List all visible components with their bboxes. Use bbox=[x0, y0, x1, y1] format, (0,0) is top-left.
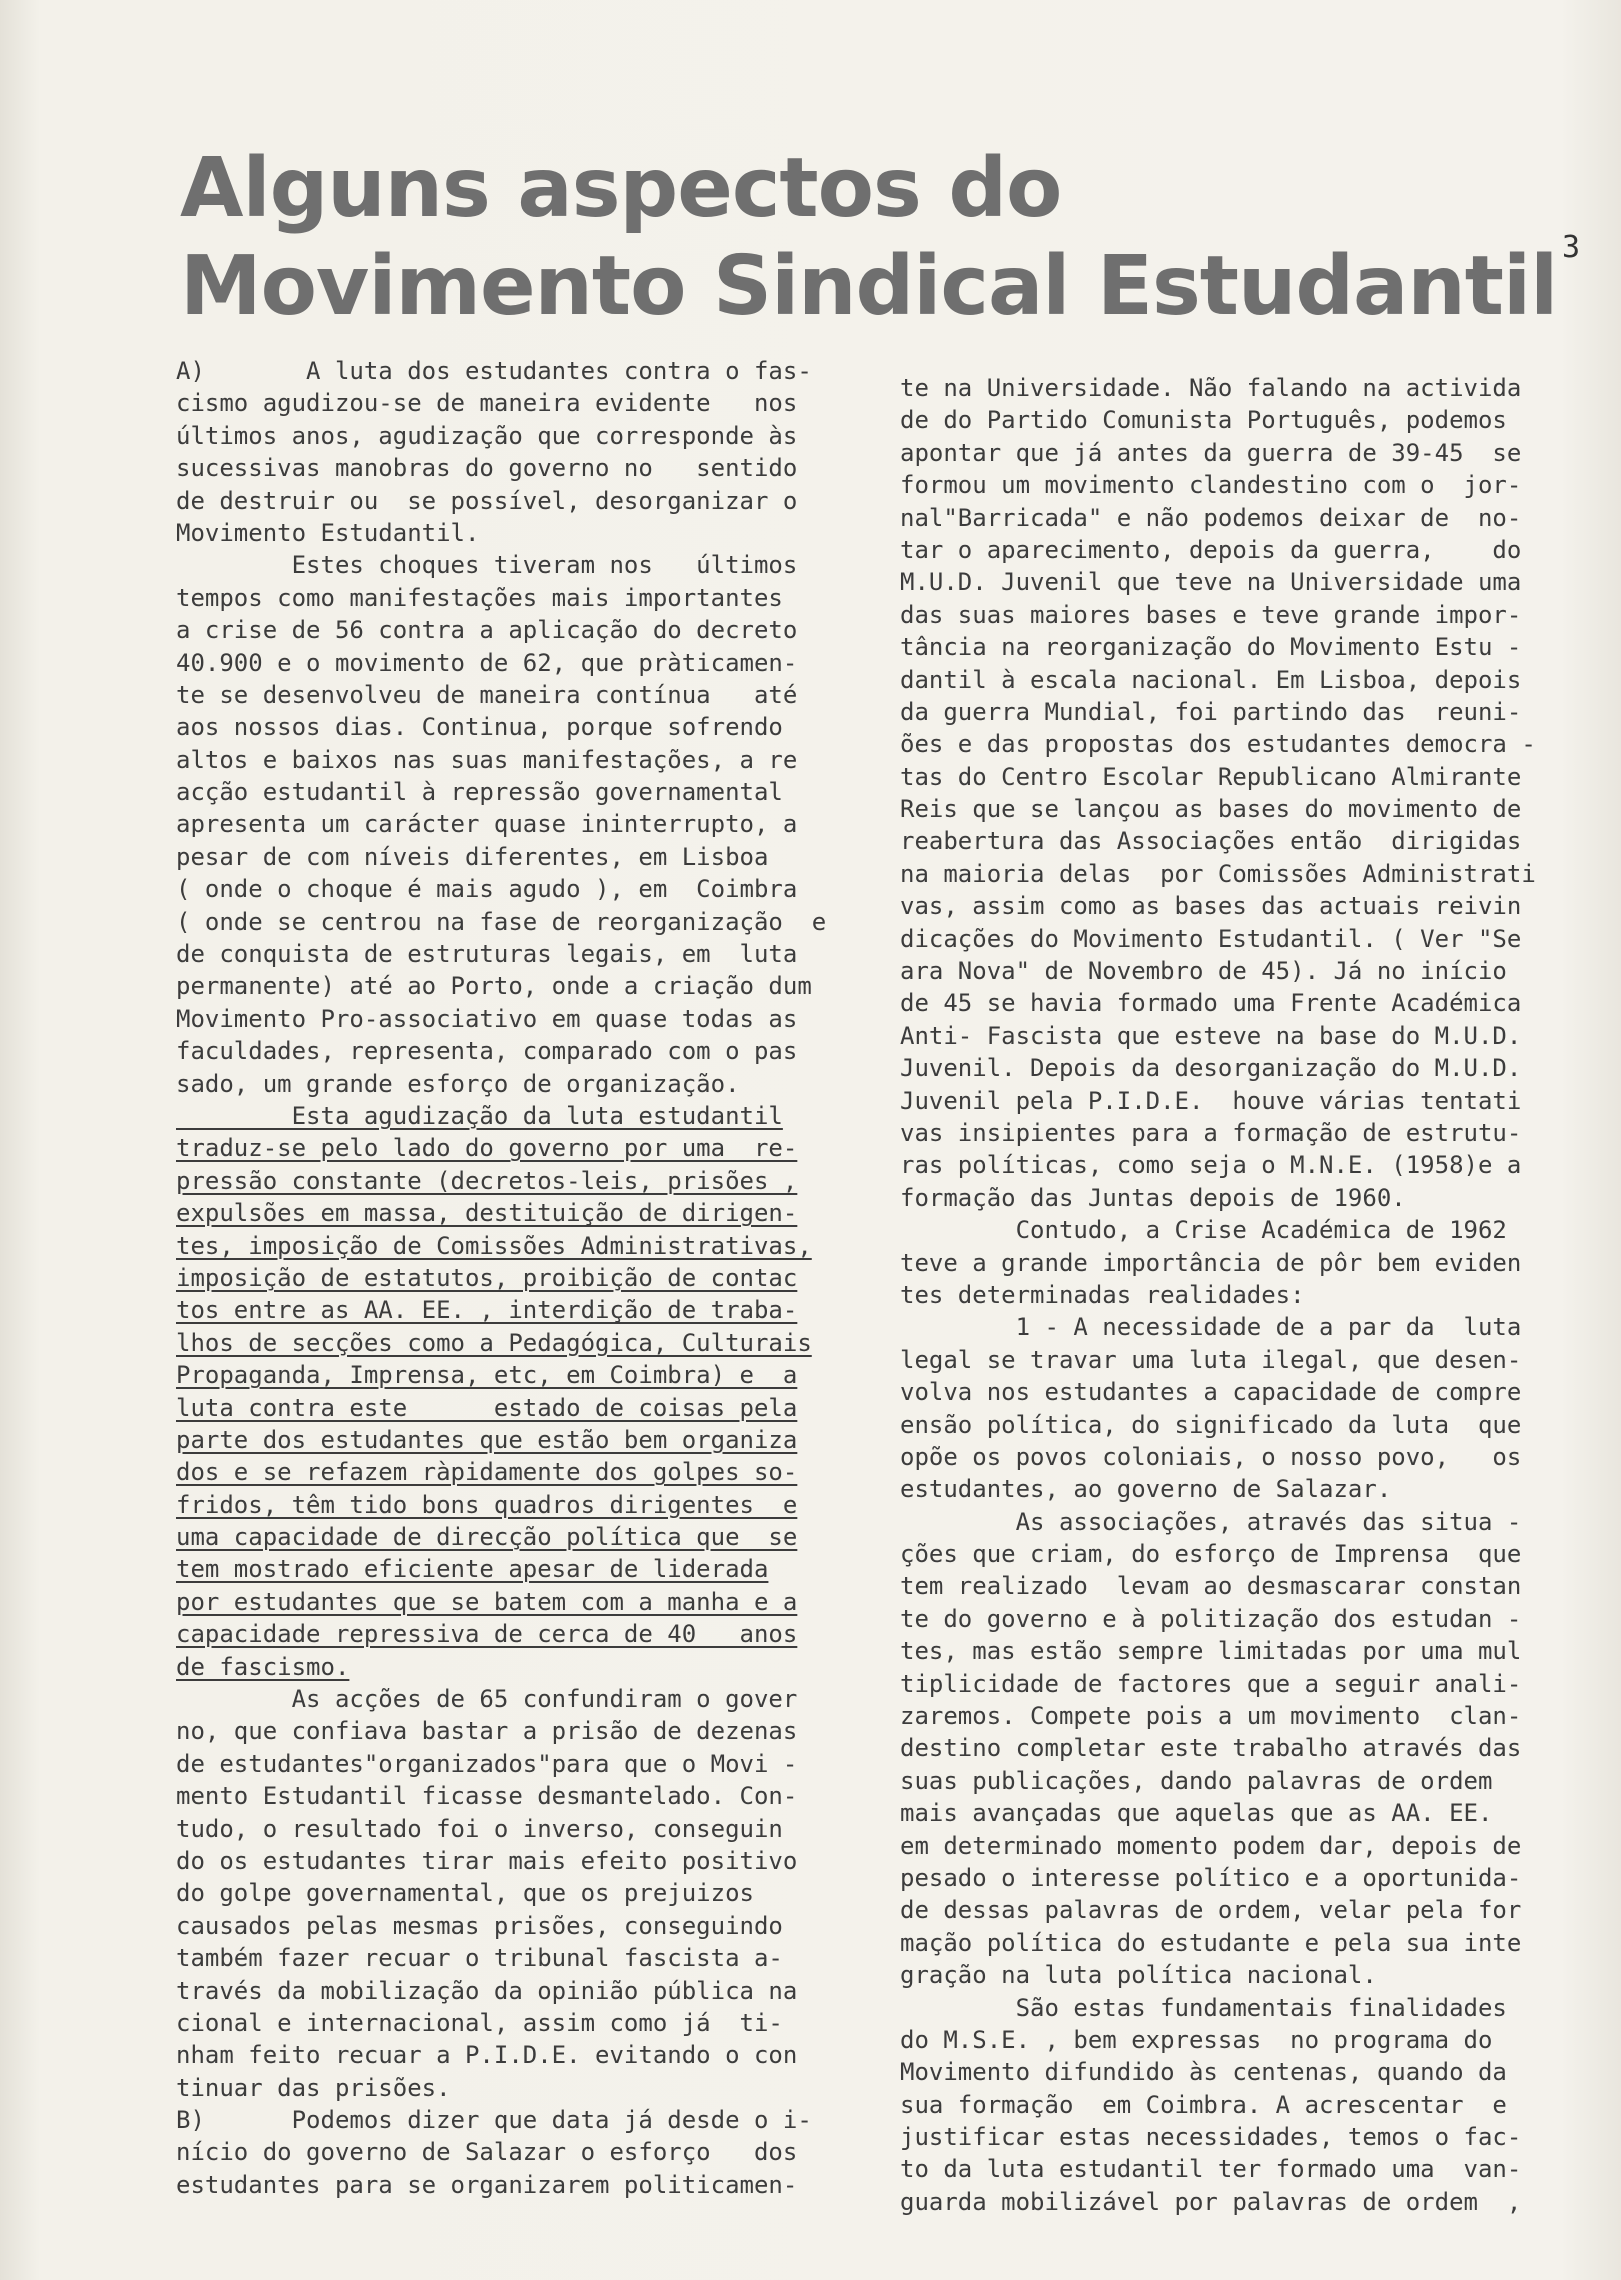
text-line: tempos como manifestações mais importantes bbox=[176, 583, 783, 612]
text-line: também fazer recuar o tribunal fascista a- bbox=[176, 1944, 783, 1973]
text-line: nal"Barricada" e não podemos deixar de no- bbox=[900, 503, 1522, 532]
text-line: Estes choques tiveram nos últimos bbox=[176, 551, 798, 580]
text-line: nício do governo de Salazar o esforço dos bbox=[176, 2138, 798, 2167]
text-line: permanente) até ao Porto, onde a criação dum bbox=[176, 972, 812, 1001]
text-line: altos e baixos nas suas manifestações, a re bbox=[176, 745, 798, 774]
text-line: no, que confiava bastar a prisão de dezenas bbox=[176, 1717, 798, 1746]
text-line: traduz-se pelo lado do governo por uma re- bbox=[176, 1134, 798, 1163]
text-line: apresenta um carácter quase ininterrupto, a bbox=[176, 810, 798, 839]
text-line: tes, imposição de Comissões Administrativas, bbox=[176, 1231, 812, 1260]
text-line: em determinado momento podem dar, depois de bbox=[900, 1831, 1522, 1860]
text-line: to da luta estudantil ter formado uma van- bbox=[900, 2155, 1522, 2184]
text-line: Movimento difundido às centenas, quando da bbox=[900, 2058, 1507, 2087]
text-line: pesado o interesse político e a oportunida- bbox=[900, 1863, 1522, 1892]
text-line: faculdades, representa, comparado com o pas bbox=[176, 1037, 798, 1066]
text-line: fridos, têm tido bons quadros dirigentes e bbox=[176, 1490, 798, 1519]
title-line-2: Movimento Sindical Estudantil bbox=[180, 239, 1558, 334]
text-line: lhos de secções como a Pedagógica, Culturais bbox=[176, 1328, 812, 1357]
text-line: formação das Juntas depois de 1960. bbox=[900, 1183, 1406, 1212]
text-line: São estas fundamentais finalidades bbox=[900, 1993, 1507, 2022]
text-line: ções que criam, do esforço de Imprensa que bbox=[900, 1540, 1522, 1569]
text-line: na maioria delas por Comissões Administrati bbox=[900, 859, 1536, 888]
text-line: teve a grande importância de pôr bem eviden bbox=[900, 1248, 1522, 1277]
text-line: pesar de com níveis diferentes, em Lisboa bbox=[176, 842, 769, 871]
text-line: destino completar este trabalho através das bbox=[900, 1734, 1522, 1763]
text-line: Juvenil. Depois da desorganização do M.U.D. bbox=[900, 1054, 1522, 1083]
text-line: da guerra Mundial, foi partindo das reuni- bbox=[900, 697, 1522, 726]
text-line: tem realizado levam ao desmascarar constan bbox=[900, 1572, 1522, 1601]
text-line: Esta agudização da luta estudantil bbox=[176, 1101, 783, 1130]
text-line: sucessivas manobras do governo no sentido bbox=[176, 454, 798, 483]
text-line: de dessas palavras de ordem, velar pela for bbox=[900, 1896, 1522, 1925]
text-line: sado, um grande esforço de organização. bbox=[176, 1069, 740, 1098]
text-line: mento Estudantil ficasse desmantelado. Con- bbox=[176, 1782, 798, 1811]
text-line: de do Partido Comunista Português, podemos bbox=[900, 406, 1507, 435]
text-line: tem mostrado eficiente apesar de liderada bbox=[176, 1555, 769, 1584]
text-line: estudantes para se organizarem politicamen- bbox=[176, 2170, 798, 2199]
text-line: tudo, o resultado foi o inverso, conseguin bbox=[176, 1814, 783, 1843]
text-line: de fascismo. bbox=[176, 1652, 350, 1681]
text-line: gração na luta política nacional. bbox=[900, 1961, 1377, 1990]
text-line: aos nossos dias. Continua, porque sofrendo bbox=[176, 713, 783, 742]
text-line: volva nos estudantes a capacidade de compre bbox=[900, 1378, 1522, 1407]
text-line: vas insipientes para a formação de estrutu- bbox=[900, 1118, 1522, 1147]
text-line: te se desenvolveu de maneira contínua até bbox=[176, 680, 798, 709]
text-line: por estudantes que se batem com a manha e a bbox=[176, 1587, 798, 1616]
text-line: tes determinadas realidades: bbox=[900, 1280, 1305, 1309]
text-line: tar o aparecimento, depois da guerra, do bbox=[900, 535, 1522, 564]
text-line: uma capacidade de direcção política que se bbox=[176, 1523, 798, 1552]
text-line: capacidade repressiva de cerca de 40 anos bbox=[176, 1620, 798, 1649]
text-line: cismo agudizou-se de maneira evidente nos bbox=[176, 389, 798, 418]
text-line: Reis que se lançou as bases do movimento de bbox=[900, 795, 1522, 824]
text-line: ( onde o choque é mais agudo ), em Coimbra bbox=[176, 875, 798, 904]
page-title bbox=[180, 140, 1558, 336]
text-line: As acções de 65 confundiram o gover bbox=[176, 1685, 798, 1714]
text-line: apontar que já antes da guerra de 39-45 se bbox=[900, 438, 1522, 467]
text-line: través da mobilização da opinião pública na bbox=[176, 1976, 798, 2005]
page-number: 3 bbox=[1562, 230, 1581, 265]
right-column bbox=[900, 372, 1600, 2218]
text-line: Anti- Fascista que esteve na base do M.U.D. bbox=[900, 1021, 1522, 1050]
text-line: A) A luta dos estudantes contra o fas- bbox=[176, 357, 812, 385]
text-line: do os estudantes tirar mais efeito positivo bbox=[176, 1846, 798, 1875]
text-line: imposição de estatutos, proibição de contac bbox=[176, 1263, 798, 1292]
text-line: mação política do estudante e pela sua inte bbox=[900, 1928, 1522, 1957]
text-line: tância na reorganização do Movimento Estu - bbox=[900, 633, 1522, 662]
text-line: ras políticas, como seja o M.N.E. (1958)e a bbox=[900, 1151, 1522, 1180]
text-line: mais avançadas que aquelas que as AA. EE. bbox=[900, 1799, 1493, 1828]
text-line: tinuar das prisões. bbox=[176, 2073, 451, 2102]
text-line: luta contra este estado de coisas pela bbox=[176, 1393, 798, 1422]
text-line: ões e das propostas dos estudantes democra - bbox=[900, 730, 1536, 759]
title-line-1: Alguns aspectos do bbox=[180, 141, 1062, 236]
text-line: do golpe governamental, que os prejuizos bbox=[176, 1879, 754, 1908]
text-line: pressão constante (decretos-leis, prisões , bbox=[176, 1166, 798, 1195]
text-line: legal se travar uma luta ilegal, que desen- bbox=[900, 1345, 1522, 1374]
text-line: Contudo, a Crise Académica de 1962 bbox=[900, 1216, 1507, 1245]
text-line: dantil à escala nacional. Em Lisboa, depois bbox=[900, 665, 1522, 694]
text-line: ara Nova" de Novembro de 45). Já no início bbox=[900, 957, 1507, 986]
left-column bbox=[176, 355, 856, 2201]
text-line: causados pelas mesmas prisões, conseguindo bbox=[176, 1911, 783, 1940]
text-line: 1 - A necessidade de a par da luta bbox=[900, 1313, 1522, 1342]
text-line: estudantes, ao governo de Salazar. bbox=[900, 1475, 1392, 1504]
text-line: acção estudantil à repressão governamental bbox=[176, 778, 783, 807]
text-line: As associações, através das situa - bbox=[900, 1507, 1522, 1536]
text-line: Movimento Pro-associativo em quase todas as bbox=[176, 1004, 798, 1033]
text-line: suas publicações, dando palavras de ordem bbox=[900, 1766, 1493, 1795]
text-line: últimos anos, agudização que corresponde às bbox=[176, 421, 798, 450]
text-line: reabertura das Associações então dirigidas bbox=[900, 827, 1522, 856]
text-line: dos e se refazem ràpidamente dos golpes so- bbox=[176, 1458, 798, 1487]
text-line: vas, assim como as bases das actuais reivin bbox=[900, 892, 1522, 921]
text-line: de 45 se havia formado uma Frente Académica bbox=[900, 989, 1522, 1018]
text-line: justificar estas necessidades, temos o fac- bbox=[900, 2123, 1522, 2152]
text-line: ensão política, do significado da luta que bbox=[900, 1410, 1522, 1439]
text-line: cional e internacional, assim como já ti- bbox=[176, 2008, 783, 2037]
text-line: tas do Centro Escolar Republicano Almirante bbox=[900, 762, 1522, 791]
text-line: tos entre as AA. EE. , interdição de traba- bbox=[176, 1296, 798, 1325]
text-line: das suas maiores bases e teve grande impor- bbox=[900, 600, 1522, 629]
text-line: guarda mobilizável por palavras de ordem , bbox=[900, 2187, 1522, 2216]
text-line: tes, mas estão sempre limitadas por uma mul bbox=[900, 1637, 1522, 1666]
text-line: sua formação em Coimbra. A acrescentar e bbox=[900, 2090, 1507, 2119]
text-line: tiplicidade de factores que a seguir anali- bbox=[900, 1669, 1522, 1698]
text-line: dicações do Movimento Estudantil. ( Ver "Se bbox=[900, 924, 1522, 953]
text-line: opõe os povos coloniais, o nosso povo, os bbox=[900, 1442, 1522, 1471]
text-line: Movimento Estudantil. bbox=[176, 518, 480, 547]
text-line: nham feito recuar a P.I.D.E. evitando o con bbox=[176, 2041, 798, 2070]
text-line: Juvenil pela P.I.D.E. houve várias tentati bbox=[900, 1086, 1522, 1115]
text-line: 40.900 e o movimento de 62, que pràticamen- bbox=[176, 648, 798, 677]
text-line: parte dos estudantes que estão bem organiza bbox=[176, 1425, 798, 1454]
text-line: expulsões em massa, destituição de dirigen- bbox=[176, 1199, 798, 1228]
text-line: de conquista de estruturas legais, em luta bbox=[176, 940, 798, 969]
text-line: a crise de 56 contra a aplicação do decreto bbox=[176, 616, 798, 645]
text-line: te do governo e à politização dos estudan - bbox=[900, 1604, 1522, 1633]
text-line: te na Universidade. Não falando na activida bbox=[900, 374, 1522, 402]
text-line: M.U.D. Juvenil que teve na Universidade uma bbox=[900, 568, 1522, 597]
text-line: de estudantes"organizados"para que o Movi - bbox=[176, 1749, 798, 1778]
text-line: zaremos. Compete pois a um movimento clan- bbox=[900, 1702, 1522, 1731]
text-line: B) Podemos dizer que data já desde o i- bbox=[176, 2106, 812, 2135]
text-line: formou um movimento clandestino com o jor- bbox=[900, 471, 1522, 500]
text-line: de destruir ou se possível, desorganizar o bbox=[176, 486, 798, 515]
text-line: do M.S.E. , bem expressas no programa do bbox=[900, 2025, 1493, 2054]
text-line: ( onde se centrou na fase de reorganização e bbox=[176, 907, 827, 936]
text-line: Propaganda, Imprensa, etc, em Coimbra) e a bbox=[176, 1361, 798, 1390]
